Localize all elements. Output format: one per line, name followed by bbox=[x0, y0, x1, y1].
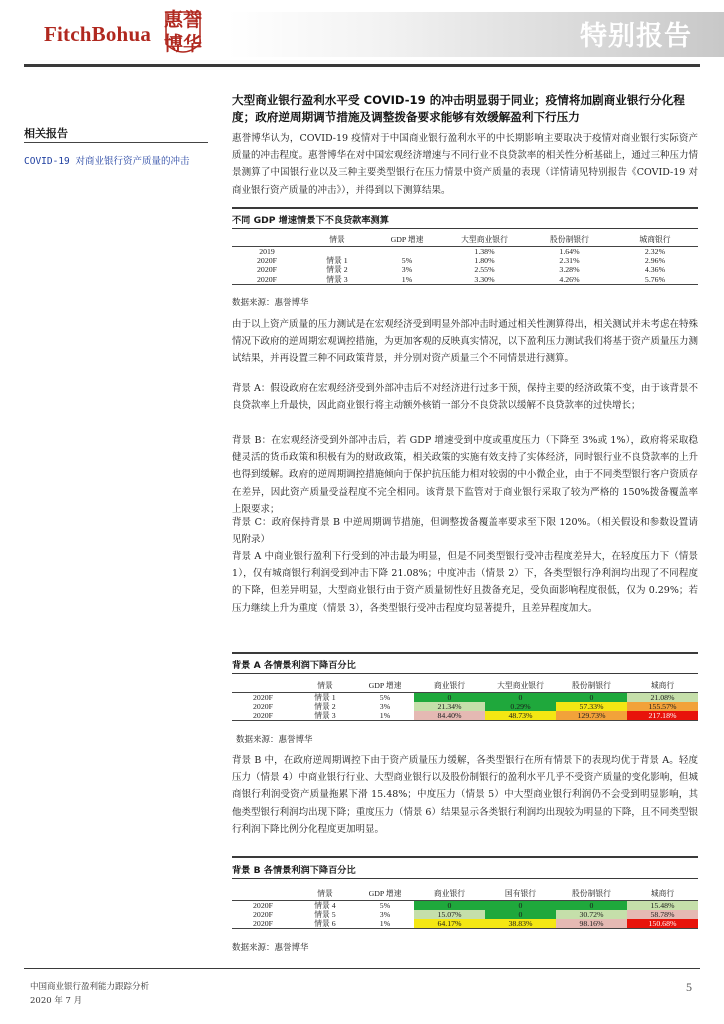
table2-source: 数据来源：惠誉博华 bbox=[236, 735, 313, 745]
table3-source: 数据来源：惠誉博华 bbox=[232, 943, 309, 953]
table2-header bbox=[232, 680, 294, 692]
intro-paragraph: 惠誉博华认为，COVID-19 疫情对于中国商业银行盈利水平的中长期影响主要取决于疫情对商业银行实际资产质量的冲击程度。惠誉博华在对中国宏观经济增速与不同行业不良贷款率的相关性分析基础上，通过三种压力情景测算了中国银行业以及三种主要类型银行在压力情景中资产质量的表现（详情请见特别报告《COVID-19 对商业银行资产质量的冲击》），并得到以下测算结果。 bbox=[232, 133, 698, 196]
table-cell: 0 bbox=[556, 900, 627, 910]
related-reports-title: 相关报告 bbox=[24, 127, 68, 140]
table-cell: 5% bbox=[379, 692, 391, 702]
table3-header: 商业银行 bbox=[414, 888, 485, 900]
background-a-paragraph: 背景 A：假设政府在宏观经济受到外部冲击后不对经济进行过多干预，保持主要的经济政策不变，由于该背景不良贷款率上升最快，因此商业银行将主动额外核销一部分不良贷款以缓解不良贷款率的过快增长； bbox=[232, 383, 698, 412]
table1-header: 城商银行 bbox=[612, 234, 698, 246]
table-cell: 0 bbox=[485, 692, 556, 702]
table-cell: 3% bbox=[379, 909, 391, 919]
table-cell: 0.29% bbox=[485, 702, 556, 712]
table-cell: 1.80% bbox=[474, 255, 495, 265]
table-cell: 0 bbox=[414, 692, 485, 702]
table-cell: 2020F bbox=[253, 701, 273, 711]
table-cell: 2020F bbox=[253, 909, 273, 919]
table-cell: 30.72% bbox=[556, 910, 627, 920]
table3-header: 情景 bbox=[294, 888, 356, 900]
table-cell: 5.76% bbox=[644, 274, 666, 284]
table-row bbox=[232, 275, 698, 285]
table-cell: 84.40% bbox=[414, 711, 485, 721]
table-cell: 情景 2 bbox=[314, 701, 336, 711]
page-header bbox=[0, 0, 724, 72]
report-type-title: 特别报告 bbox=[580, 21, 692, 52]
background-c-paragraph: 背景 C：政府保持背景 B 中逆周期调节措施，但调整拨备覆盖率要求至下限 120%。（相关假设和参数设置请见附录） bbox=[232, 517, 698, 546]
table2-header: 商业银行 bbox=[414, 680, 485, 692]
table-cell bbox=[372, 246, 442, 256]
table-cell: 2.96% bbox=[644, 255, 666, 265]
sidebar-divider bbox=[24, 142, 208, 143]
table-cell: 1% bbox=[401, 274, 413, 284]
table-cell: 1% bbox=[379, 711, 391, 720]
table-cell: 2020F bbox=[257, 274, 277, 284]
table-cell: 64.17% bbox=[414, 919, 485, 929]
table-cell: 情景 4 bbox=[314, 900, 336, 910]
table-cell: 2.31% bbox=[559, 255, 580, 265]
table-cell: 2019 bbox=[259, 246, 275, 256]
table-cell: 155.57% bbox=[627, 702, 698, 712]
table-cell: 5% bbox=[401, 255, 413, 265]
brand-logo-badge bbox=[160, 8, 206, 60]
table-row bbox=[232, 692, 698, 702]
table-cell: 2020F bbox=[257, 255, 277, 265]
table-cell: 2020F bbox=[253, 919, 273, 928]
table-cell: 3% bbox=[401, 265, 413, 275]
footer-date: 2020 年 7 月 bbox=[30, 996, 83, 1006]
badge-bottom-text: 博华 bbox=[163, 33, 202, 55]
table-row bbox=[232, 702, 698, 712]
table-cell bbox=[302, 246, 372, 256]
table-cell: 2.55% bbox=[474, 265, 495, 275]
table2-header: 大型商业银行 bbox=[485, 680, 556, 692]
table2-top-rule bbox=[232, 652, 698, 654]
table2-header: GDP 增速 bbox=[356, 680, 414, 692]
table-cell: 1.38% bbox=[474, 246, 495, 256]
brand-logo-text: FitchBohua bbox=[44, 22, 152, 46]
table3-header bbox=[232, 888, 294, 900]
table2-header: 情景 bbox=[294, 680, 356, 692]
table-cell: 38.83% bbox=[485, 919, 556, 929]
table3-header: 城商行 bbox=[627, 888, 698, 900]
table-cell: 5% bbox=[379, 900, 391, 910]
table-cell: 15.48% bbox=[627, 900, 698, 910]
table3-header: 股份制银行 bbox=[556, 888, 627, 900]
table1-header: 大型商业银行 bbox=[442, 234, 527, 246]
table1-source: 数据来源：惠誉博华 bbox=[232, 298, 309, 308]
table-row bbox=[232, 711, 698, 721]
table-cell: 150.68% bbox=[627, 919, 698, 929]
table1-header: GDP 增速 bbox=[372, 234, 442, 246]
table-cell: 58.78% bbox=[627, 910, 698, 920]
table3-header: GDP 增速 bbox=[356, 888, 414, 900]
table2-header: 城商行 bbox=[627, 680, 698, 692]
page-number: 5 bbox=[686, 980, 692, 994]
header-divider bbox=[24, 64, 700, 67]
table3-title: 背景 B 各情景利润下降百分比 bbox=[232, 865, 356, 876]
table-cell: 3.28% bbox=[559, 265, 580, 275]
background-a-profit-table bbox=[232, 680, 698, 721]
background-a-result-paragraph: 背景 A 中商业银行盈利下行受到的冲击最为明显，但是不同类型银行受冲击程度差异大，在轻度压力下（情景 1），仅有城商银行利润受到冲击下降 21.08%；中度冲击（情景 2）下，各类型银行净利润均出现了不同程度的下降，但差异明显，大型商业银行由于资产质量韧性好且拨备充足，受负面影响程度很低，仅为 0.29%；若压力继续上升为重度（情景 3），各类型银行受冲击程度均显著提升，且差异程度加大。 bbox=[232, 551, 698, 614]
table-row bbox=[232, 910, 698, 920]
table1-header bbox=[232, 234, 302, 246]
table-cell: 21.08% bbox=[627, 692, 698, 702]
table-cell: 情景 1 bbox=[314, 692, 336, 702]
table-cell: 情景 2 bbox=[326, 265, 348, 275]
table3-header: 国有银行 bbox=[485, 888, 556, 900]
table-cell: 1% bbox=[379, 919, 391, 928]
table-cell: 2020F bbox=[253, 692, 273, 702]
table-cell: 0 bbox=[556, 692, 627, 702]
table-cell: 1.64% bbox=[559, 246, 580, 256]
table-cell: 98.16% bbox=[556, 919, 627, 929]
background-b-profit-table bbox=[232, 888, 698, 929]
table-cell: 情景 5 bbox=[314, 909, 336, 919]
footer-report-name: 中国商业银行盈利能力跟踪分析 bbox=[30, 982, 150, 992]
article-headline: 大型商业银行盈利水平受 COVID-19 的冲击明显弱于同业；疫情将加剧商业银行分化程度；政府逆周期调节措施及调整拨备要求能够有效缓解盈利下行压力 bbox=[232, 93, 685, 124]
footer-divider bbox=[24, 968, 700, 969]
table-cell: 情景 6 bbox=[314, 919, 336, 928]
stress-test-paragraph: 由于以上资产质量的压力测试是在宏观经济受到明显外部冲击时通过相关性测算得出，相关测试并未考虑在特殊情况下政府的逆周期宏观调控措施，为更加客观的反映真实情况，以下盈利压力测试我们将基于资产质量压力测试结果，并再设置三种不同政策背景，并分别对资产质量三个不同情景进行测算。 bbox=[232, 319, 698, 365]
table-cell: 217.18% bbox=[627, 711, 698, 721]
table3-title-rule bbox=[232, 878, 698, 879]
table-cell: 57.33% bbox=[556, 702, 627, 712]
table-cell: 情景 3 bbox=[326, 274, 348, 284]
table-cell: 129.73% bbox=[556, 711, 627, 721]
table-cell: 4.36% bbox=[644, 265, 666, 275]
table-cell: 情景 3 bbox=[314, 711, 336, 720]
table-cell: 2020F bbox=[253, 900, 273, 910]
table-cell: 2020F bbox=[257, 265, 277, 275]
table-cell: 0 bbox=[485, 910, 556, 920]
table-cell: 3.30% bbox=[474, 274, 495, 284]
table-cell: 2020F bbox=[253, 711, 273, 720]
table1-header: 情景 bbox=[302, 234, 372, 246]
badge-top-text: 惠誉 bbox=[163, 9, 202, 31]
table1-top-rule bbox=[232, 207, 698, 209]
table2-title-rule bbox=[232, 673, 698, 674]
table-cell: 48.73% bbox=[485, 711, 556, 721]
background-b-paragraph: 背景 B：在宏观经济受到外部冲击后，若 GDP 增速受到中度或重度压力（下降至 3%或 1%），政府将采取稳健灵活的货币政策和积极有为的财政政策，相关政策的实施有效支持了实体经济，同时银行业不良贷款率的上升也得到缓解。政府的逆周期调控措施倾向于保护抗压能力相对较弱的中小微企业，由于不同类型银行客户资质存在差异，因此资产质量受益程度不完全相同。该背景下监管对于商业银行采取了较为严格的 150%拨备覆盖率上限要求； bbox=[232, 435, 698, 515]
background-b-result-paragraph: 背景 B 中，在政府逆周期调控下由于资产质量压力缓解，各类型银行在所有情景下的表现均优于背景 A。轻度压力（情景 4）中商业银行行业、大型商业银行以及股份制银行的盈利水平几乎不受资产质量的变化影响，但城商银行利润受资产质量拖累下滑 15.48%；中度压力（情景 5）中大型商业银行利润仍不会受到明显影响，其他类型银行利润均出现下降；重度压力（情景 6）结果显示各类银行利润均出现较为明显的下降，且不同类型银行利润下降比例分化程度更加明显。 bbox=[232, 755, 698, 835]
npl-ratio-table bbox=[232, 234, 698, 285]
table3-top-rule bbox=[232, 856, 698, 858]
table-cell: 2.32% bbox=[644, 246, 666, 256]
table-cell: 15.07% bbox=[414, 910, 485, 920]
table1-title: 不同 GDP 增速情景下不良贷款率测算 bbox=[232, 215, 389, 226]
table-cell: 3% bbox=[379, 701, 391, 711]
table-cell: 0 bbox=[414, 900, 485, 910]
table-row bbox=[232, 900, 698, 910]
related-report-link[interactable]: COVID-19 对商业银行资产质量的冲击 bbox=[24, 156, 190, 167]
table-row bbox=[232, 265, 698, 275]
table-cell: 21.34% bbox=[414, 702, 485, 712]
table-row bbox=[232, 246, 698, 256]
table1-header: 股份制银行 bbox=[527, 234, 612, 246]
table2-title: 背景 A 各情景利润下降百分比 bbox=[232, 660, 356, 671]
table-cell: 情景 1 bbox=[326, 255, 348, 265]
table-row bbox=[232, 919, 698, 929]
table2-header: 股份制银行 bbox=[556, 680, 627, 692]
table-cell: 0 bbox=[485, 900, 556, 910]
table1-title-rule bbox=[232, 228, 698, 229]
table-cell: 4.26% bbox=[559, 274, 580, 284]
table-row bbox=[232, 256, 698, 266]
